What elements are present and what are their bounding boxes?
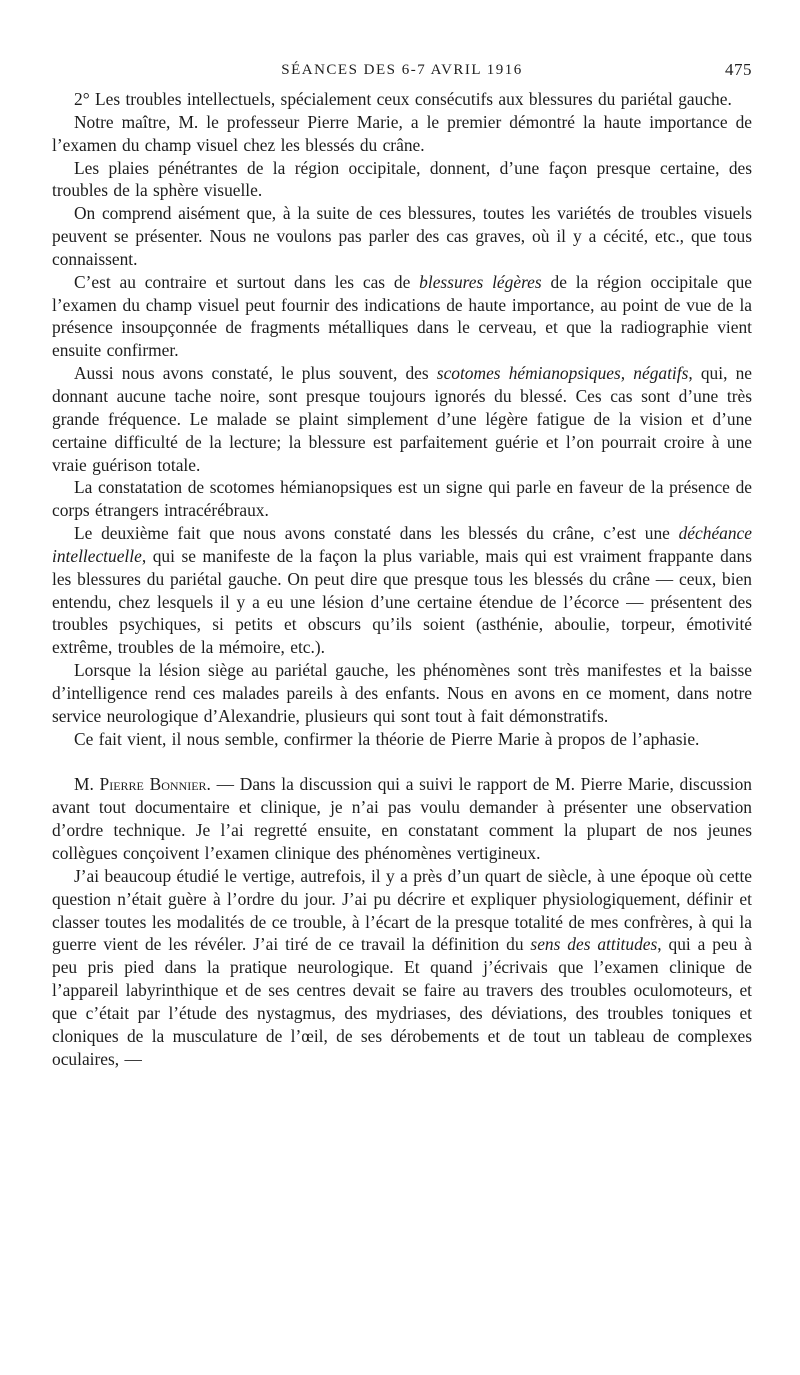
paragraph: La constatation de scotomes hémianopsiques est un signe qui parle en faveur de la présence de corps étrangers intracérébraux. (52, 477, 752, 521)
running-header (52, 58, 752, 88)
speaker-paragraph (52, 773, 752, 864)
paragraph (52, 271, 752, 362)
italic-phrase: sens des attitudes (530, 934, 658, 955)
italic-phrase: scotomes hémianopsiques, négatifs, (436, 363, 693, 384)
paragraph: Lorsque la lésion siège au pariétal gauche, les phénomènes sont très manifestes et la baisse d’intelligence rend ces malades pareils à des enfants. Nous en avons en ce moment, dans notre service neurologique d’Alexandrie, plusieurs qui sont tout à fait démonstratifs. (52, 660, 752, 726)
text-run: , qui se manifeste de la façon la plus variable, mais qui est vraiment frappante dans les blessures du pariétal gauche. On peut dire que presque tous les blessés du crâne — ceux, bien entendu, chez lesquels il y a eu une lésion d’une certaine étendue de l’écorce — présentent des troubles psychiques, si petits et obscurs qu’ils soient (asthénie, aboulie, torpeur, émotivité extrême, troubles de la mémoire, etc.). (52, 545, 752, 658)
paragraph: 2° Les troubles intellectuels, spécialement ceux consécutifs aux blessures du pariétal gauche. (74, 89, 732, 109)
paragraph: Ce fait vient, il nous semble, confirmer la théorie de Pierre Marie à propos de l’aphasie. (74, 728, 700, 749)
text-run: — Dans la discussion qui a suivi le rapport de M. Pierre Marie, discussion avant tout documentaire et clinique, je n’ai pas voulu demander à présenter une observation d’ordre technique. Je l’ai regretté ensuite, en constatant comment la plupart de nos jeunes collègues conçoivent l’examen clinique des phénomènes vertigineux. (52, 774, 752, 863)
text-run: J’ai beaucoup étudié le vertige, autrefois, il y a près d’un quart de siècle, à une époque où cette question n’était guère à l’ordre du jour. J’ai pu décrire et expliquer physiologiquement, définir et classer toutes les modalités de ce trouble, à l’écart de la presque totalité de mes confrères, à qui la guerre vient de les révéler. J’ai tiré de ce travail la définition du (52, 865, 752, 955)
text-run: qui, ne donnant aucune tache noire, sont presque toujours ignorés du blessé. Ces cas sont d’une très grande fréquence. Le malade se plaint simplement d’une légère fatigue de la vision et d’une certaine difficulté de la lecture; la blessure est parfaitement guérie et l’on pourrait croire à une vraie guérison totale. (52, 363, 752, 475)
section-gap (52, 750, 752, 773)
paragraph (52, 865, 752, 1071)
text-run: Aussi nous avons constaté, le plus souvent, des (74, 363, 437, 384)
italic-phrase: blessures légères (419, 271, 542, 292)
text-run: de la région occipitale que l’examen du champ visuel peut fournir des indications de haute importance, au point de vue de la présence insoupçonnée de fragments métalliques dans le cerveau, et que la radiographie vient ensuite confirmer. (52, 271, 752, 361)
paragraph: On comprend aisément que, à la suite de ces blessures, toutes les variétés de troubles visuels peuvent se présenter. Nous ne voulons pas parler des cas graves, où il y a cécité, etc., que tous connaissent. (52, 203, 752, 269)
speaker-name: M. Pierre Bonnier. (74, 774, 211, 795)
paragraph (52, 362, 752, 476)
document-page (52, 58, 752, 1070)
text-run: , qui a peu à peu pris pied dans la pratique neurologique. Et quand j’écrivais que l’examen clinique de l’appareil labyrinthique et de ses centres devait se faire au travers des troubles oculomoteurs, et que c’était par l’étude des nystagmus, des mydriases, des déviations, des troubles toniques et cloniques de la musculature de l’œil, de ses dérobements et de tout un tableau de complexes oculaires, — (52, 934, 752, 1069)
italic-phrase: déchéance intellectuelle (52, 523, 752, 566)
body-text (52, 88, 752, 1070)
paragraph: Notre maître, M. le professeur Pierre Marie, a le premier démontré la haute importance de l’examen du champ visuel chez les blessés du crâne. (52, 111, 752, 155)
text-run: C’est au contraire et surtout dans les cas de (74, 271, 420, 292)
text-run: Le deuxième fait que nous avons constaté dans les blessés du crâne, c’est une (74, 523, 679, 544)
paragraph: Les plaies pénétrantes de la région occipitale, donnent, d’une façon presque certaine, des troubles de la sphère visuelle. (52, 157, 752, 201)
page-number: 475 (725, 60, 752, 79)
running-title: SÉANCES DES 6-7 AVRIL 1916 (281, 62, 523, 78)
paragraph (52, 522, 752, 659)
